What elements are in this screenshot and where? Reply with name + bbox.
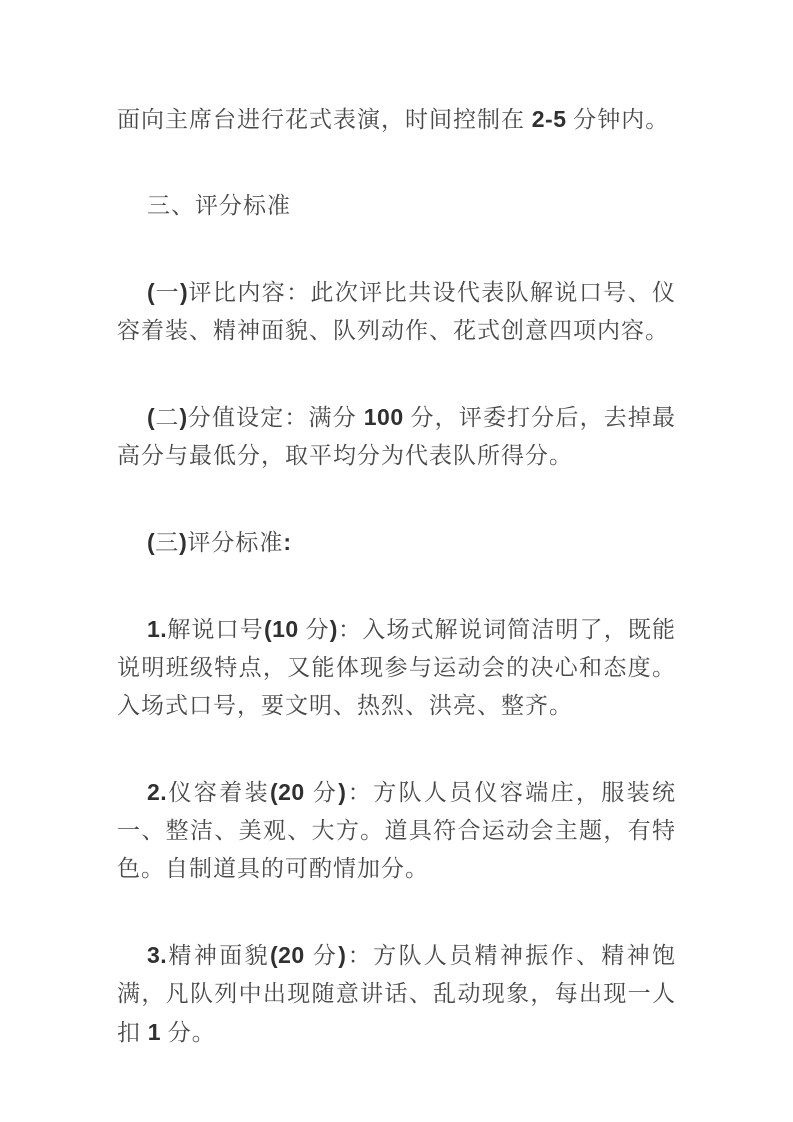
paragraph: 2.仪容着装(20 分)：方队人员仪容端庄，服装统一、整洁、美观、大方。道具符合运动会主题，有特色。自制道具的可酌情加分。 xyxy=(117,779,677,881)
paragraph: (三)评分标准: xyxy=(147,529,292,555)
latin-text: (20 xyxy=(269,779,305,805)
document-body xyxy=(117,100,676,1052)
paragraph: 3.精神面貌(20 分)：方队人员精神振作、精神饱满，凡队列中出现随意讲话、乱动现象，每出现一人扣 1 分。 xyxy=(117,942,677,1045)
latin-text: 100 xyxy=(363,404,404,430)
latin-text: (20 xyxy=(269,942,305,968)
latin-text: ( xyxy=(147,279,156,305)
paragraph: 三、评分标准 xyxy=(147,193,291,218)
latin-text: 1 xyxy=(147,1019,162,1045)
paragraph: 面向主席台进行花式表演，时间控制在 2-5 分钟内。 xyxy=(117,106,670,132)
paragraph: (一)评比内容：此次评比共设代表队解说口号、仪容着装、精神面貌、队列动作、花式创意四项内容。 xyxy=(117,279,677,343)
latin-text: (10 xyxy=(263,616,299,642)
latin-text: : xyxy=(283,529,292,555)
latin-text: 3. xyxy=(147,942,168,968)
latin-text: ) xyxy=(179,279,189,305)
latin-text: 2. xyxy=(147,779,168,805)
paragraph: 1.解说口号(10 分)：入场式解说词简洁明了，既能说明班级特点，又能体现参与运动会的决心和态度。入场式口号，要文明、热烈、洪亮、整齐。 xyxy=(117,616,677,718)
latin-text: ) xyxy=(338,942,347,968)
latin-text: ) xyxy=(329,616,338,642)
latin-text: ) xyxy=(179,529,188,555)
latin-text: ( xyxy=(147,529,156,555)
latin-text: 2-5 xyxy=(531,106,567,132)
latin-text: ( xyxy=(147,404,156,430)
latin-text: 1. xyxy=(147,616,168,642)
latin-text: ) xyxy=(179,404,188,430)
paragraph: (二)分值设定：满分 100 分，评委打分后，去掉最高分与最低分，取平均分为代表队所得分。 xyxy=(117,404,677,468)
latin-text: ) xyxy=(338,779,347,805)
